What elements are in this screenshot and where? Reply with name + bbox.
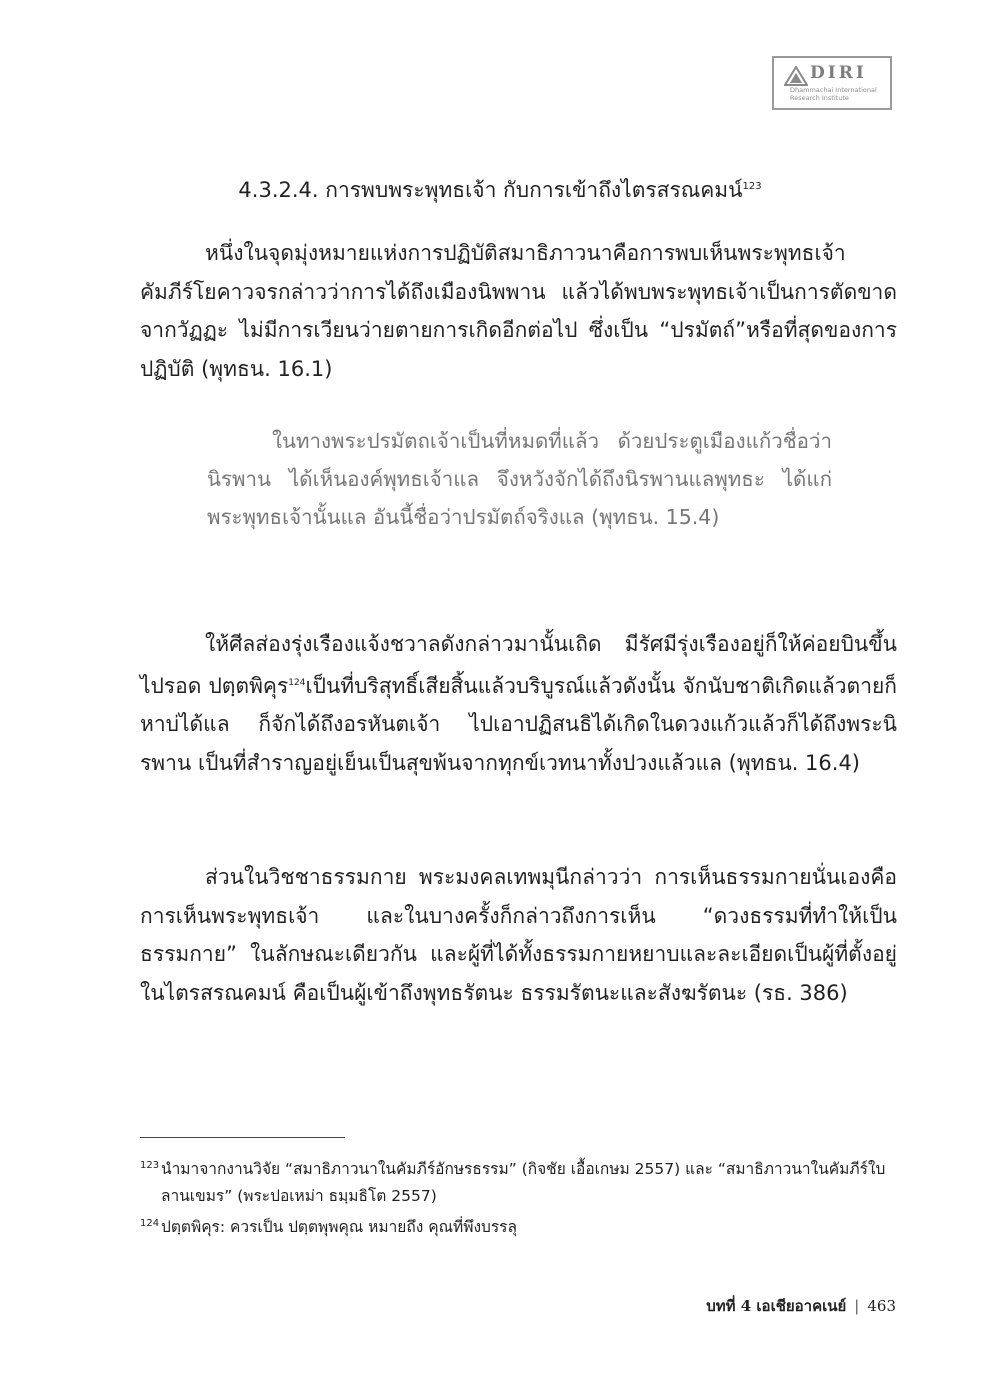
footnote-divider (140, 1137, 345, 1138)
footnote-text: นำมาจากงานวิจัย “สมาธิภาวนาในคัมภีร์อักษรธรรม” (กิจชัย เอื้อเกษม 2557) และ “สมาธิภาวนาในคัมภีร์ใบลานเขมร” (พระปอเหม่า ธมฺมธิโต 2557) (161, 1160, 886, 1205)
footnote-ref-124[interactable]: 124 (288, 677, 306, 688)
footnote-text: ปตฺตพิคุร: ควรเป็น ปตฺตพุพคุณ หมายถึง คุณที่พึงบรรลุ (161, 1218, 518, 1236)
block-quote: ในทางพระปรมัตถเจ้าเป็นที่หมดที่แล้ว ด้วยประตูเมืองแก้วชื่อว่านิรพาน ได้เห็นองค์พุทธเจ้าแล จึงหวังจักได้ถึงนิรพานแลพุทธะ ได้แก่พระพุทธเจ้านั้นแล อันนี้ชื่อว่าปรมัตถ์จริงแล (พุทธน. 15.4) (207, 429, 832, 529)
paragraph-3: ส่วนในวิชชาธรรมกาย พระมงคลเทพมุนีกล่าวว่า การเห็นธรรมกายนั่นเองคือการเห็นพระพุทธเจ้า และในบางครั้งก็กล่าวถึงการเห็น “ดวงธรรมที่ทำให้เป็นธรรมกาย” ในลักษณะเดียวกัน และผู้ที่ได้ทั้งธรรมกายหยาบและละเอียดเป็นผู้ที่ตั้งอยู่ในไตรสรณคมน์ คือเป็นผู้เข้าถึงพุทธรัตนะ ธรรมรัตนะและสังฆรัตนะ (รธ. 386) (140, 865, 897, 1005)
logo-brand: DIRI (810, 63, 867, 83)
footnote-number: 124 (140, 1218, 160, 1229)
paragraph-2-part-a: ให้ศีลส่องรุ่งเรืองแจ้งชวาลดังกล่าวมานั้นเถิด มีรัศมีรุ่งเรืองอยู่ก็ให้ค่อยบินขึ้นไปรอด ปตฺตพิคุร (140, 632, 897, 698)
paragraph-2-part-b: เป็นที่บริสุทธิ์เสียสิ้นแล้วบริบูรณ์แล้วดังนั้น จักนับชาติเกิดแล้วตายก็หาบ่ได้แล ก็จักได้ถึงอรหันตเจ้า ไปเอาปฏิสนธิได้เกิดในดวงแก้วแล้วก็ได้ถึงพระนิรพาน เป็นที่สำราญอยู่เย็นเป็นสุขพ้นจากทุกข์เวทนาทั้งปวงแล้วแล (พุทธน. 16.4) (140, 673, 898, 775)
heading-footnote-ref[interactable]: 123 (742, 181, 762, 192)
footer-separator: | (854, 1297, 860, 1315)
heading-text: 4.3.2.4. การพบพระพุทธเจ้า กับการเข้าถึงไตรสรณคมน์ (238, 178, 743, 202)
logo-subtitle: Dhammachai International Research Institute (790, 86, 877, 102)
diri-logo (772, 56, 892, 110)
section-heading (0, 174, 1000, 207)
page-number: 463 (867, 1297, 896, 1315)
footnote-123 (140, 1156, 897, 1210)
triangle-logo-icon (784, 66, 808, 86)
paragraph-2 (140, 625, 897, 782)
paragraph-1: หนึ่งในจุดมุ่งหมายแห่งการปฏิบัติสมาธิภาวนาคือการพบเห็นพระพุทธเจ้า คัมภีร์โยคาวจรกล่าวว่าการได้ถึงเมืองนิพพาน แล้วได้พบพระพุทธเจ้าเป็นการตัดขาดจากวัฏฏะ ไม่มีการเวียนว่ายตายการเกิดอีกต่อไป ซึ่งเป็น “ปรมัตถ์”หรือที่สุดของการปฏิบัติ (พุทธน. 16.1) (140, 241, 897, 381)
chapter-title: บทที่ 4 เอเชียอาคเนย์ (706, 1297, 847, 1315)
footnote-124 (140, 1214, 897, 1241)
page-footer (706, 1294, 896, 1318)
footnote-number: 123 (140, 1160, 160, 1171)
